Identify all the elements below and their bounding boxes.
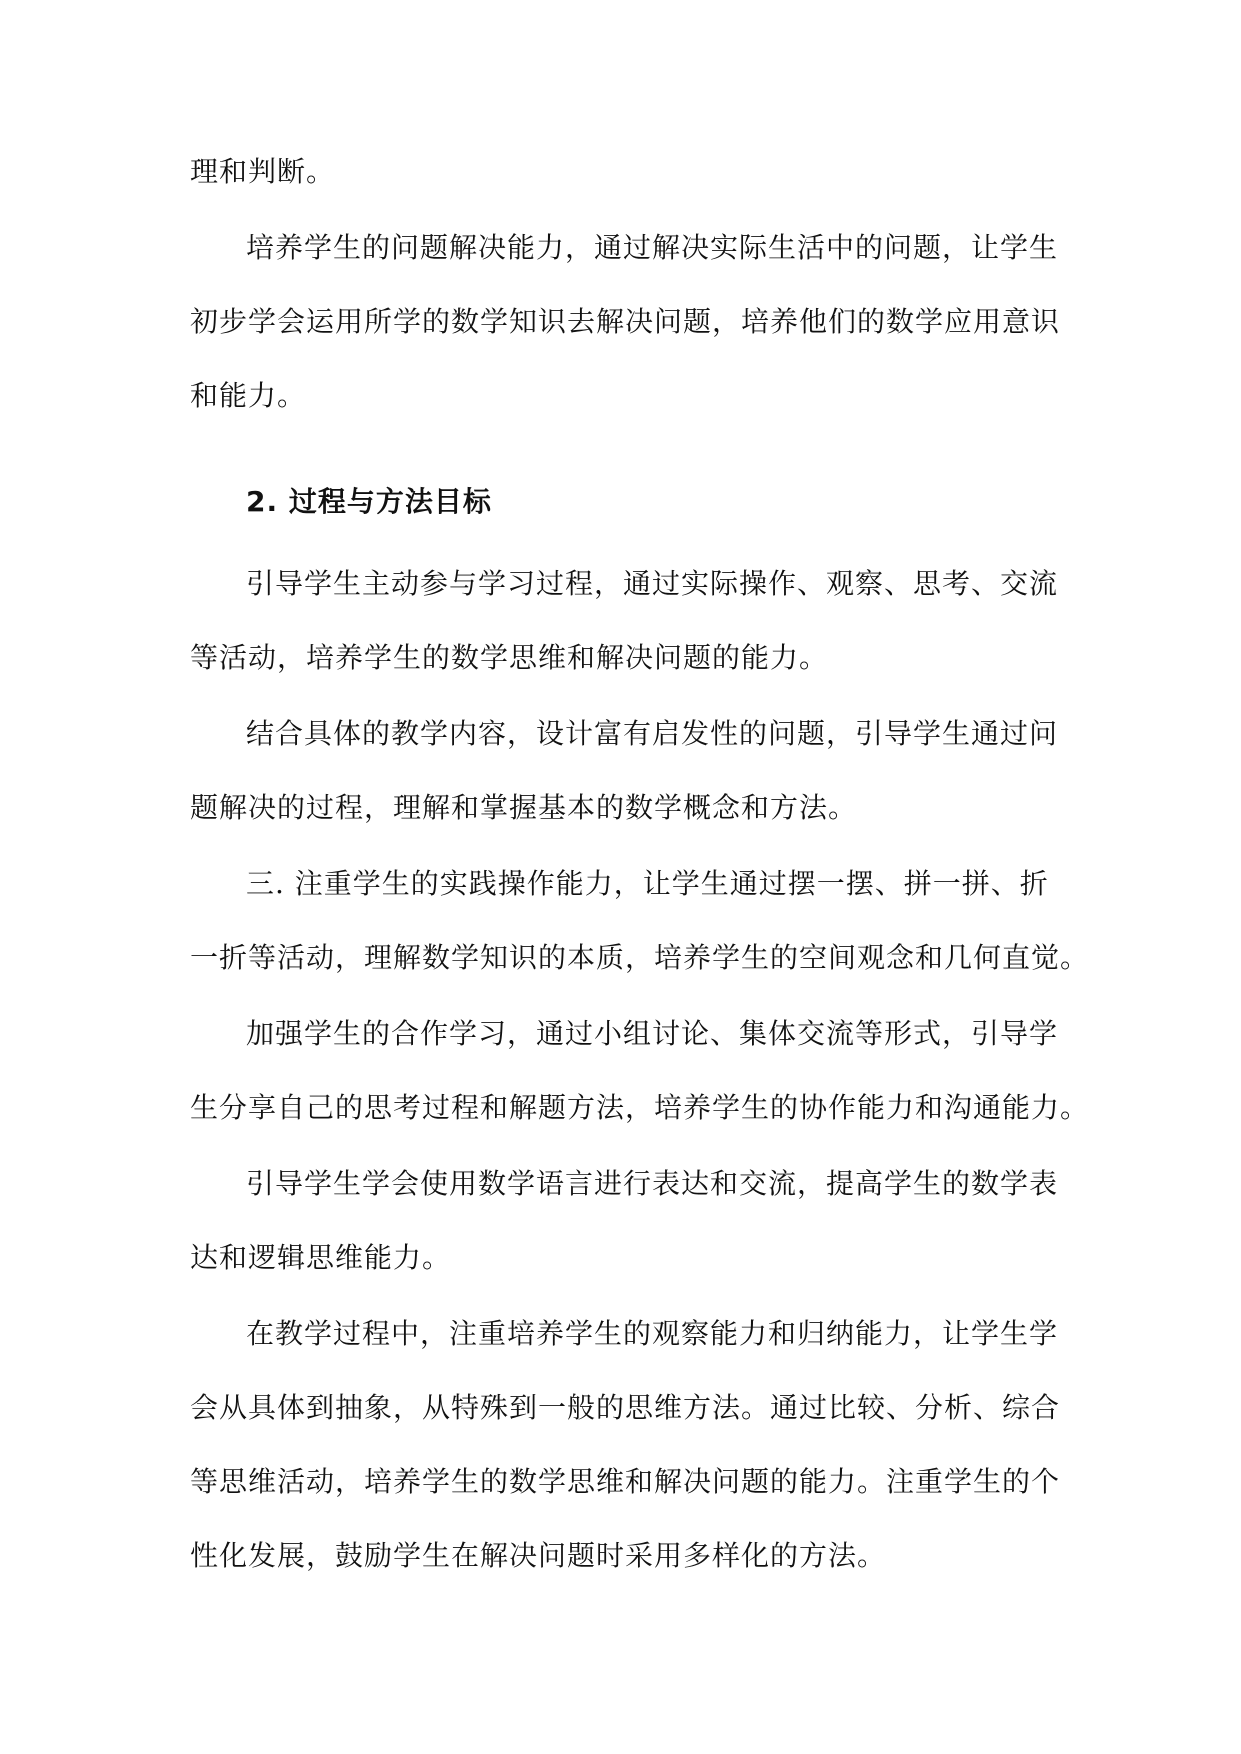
paragraph-line: 引导学生学会使用数学语言进行表达和交流，提高学生的数学表	[246, 1167, 1059, 1200]
paragraph-line: 引导学生主动参与学习过程，通过实际操作、观察、思考、交流	[246, 567, 1059, 600]
section-heading: 2. 过程与方法目标	[246, 485, 492, 518]
paragraph-line: 性化发展，鼓励学生在解决问题时采用多样化的方法。	[190, 1539, 887, 1572]
paragraph-line: 结合具体的教学内容，设计富有启发性的问题，引导学生通过问	[246, 717, 1059, 750]
paragraph-line: 题解决的过程，理解和掌握基本的数学概念和方法。	[190, 791, 858, 824]
paragraph-line: 培养学生的问题解决能力，通过解决实际生活中的问题，让学生	[246, 231, 1059, 264]
paragraph-line: 三. 注重学生的实践操作能力，让学生通过摆一摆、拼一拼、折	[246, 867, 1049, 900]
paragraph-line: 达和逻辑思维能力。	[190, 1241, 452, 1274]
paragraph-line: 加强学生的合作学习，通过小组讨论、集体交流等形式，引导学	[246, 1017, 1059, 1050]
paragraph-line: 在教学过程中，注重培养学生的观察能力和归纳能力，让学生学	[246, 1317, 1059, 1350]
paragraph-line: 等思维活动，培养学生的数学思维和解决问题的能力。注重学生的个	[190, 1465, 1061, 1498]
paragraph-line: 初步学会运用所学的数学知识去解决问题，培养他们的数学应用意识	[190, 305, 1061, 338]
paragraph-line: 生分享自己的思考过程和解题方法，培养学生的协作能力和沟通能力。	[190, 1091, 1090, 1124]
paragraph-line: 和能力。	[190, 379, 307, 412]
paragraph-line: 理和判断。	[190, 155, 336, 188]
paragraph-line: 一折等活动，理解数学知识的本质，培养学生的空间观念和几何直觉。	[190, 941, 1090, 974]
paragraph-line: 会从具体到抽象，从特殊到一般的思维方法。通过比较、分析、综合	[190, 1391, 1061, 1424]
paragraph-line: 等活动，培养学生的数学思维和解决问题的能力。	[190, 641, 829, 674]
